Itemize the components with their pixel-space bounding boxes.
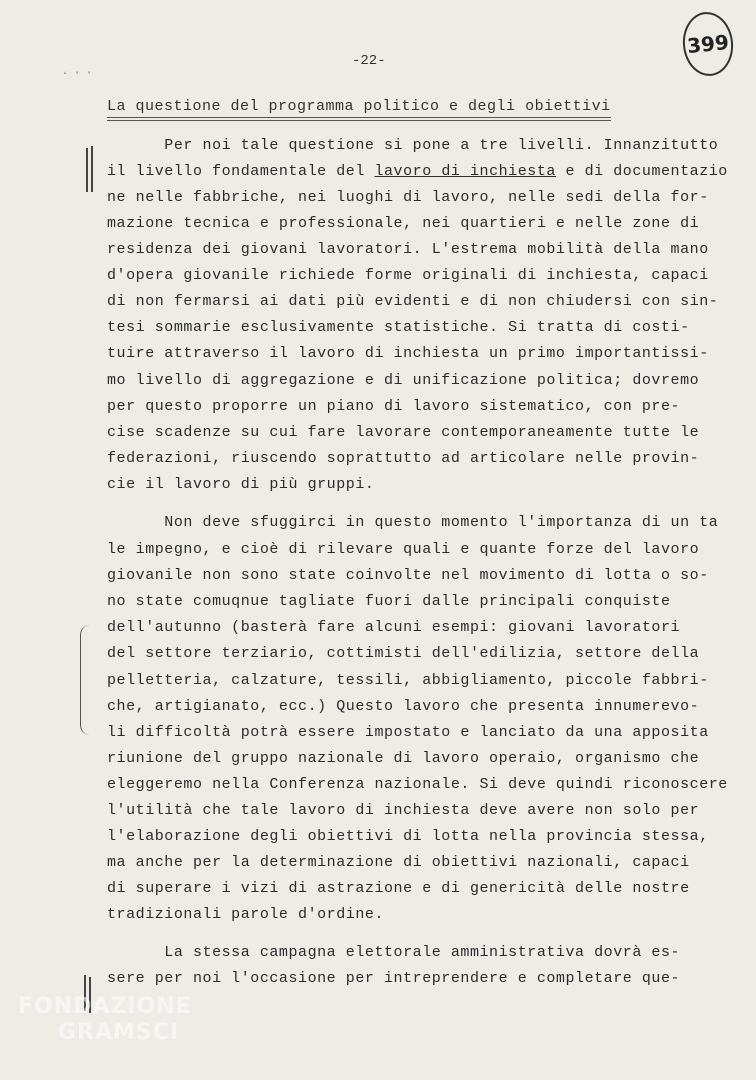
text-segment: cise scadenze su cui fare lavorare contemporaneamente tutte le	[107, 424, 700, 441]
text-line	[107, 162, 728, 182]
text-segment: dell'autunno (basterà fare alcuni esempi: giovani lavoratori	[107, 619, 681, 636]
text-line	[107, 449, 699, 469]
text-line	[107, 879, 690, 899]
text-segment: d'opera giovanile richiede forme originali di inchiesta, capaci	[107, 267, 709, 284]
text-segment: no state comuqnue tagliate fuori dalle principali conquiste	[107, 593, 671, 610]
text-line	[107, 566, 709, 586]
text-line	[107, 318, 690, 338]
text-line	[107, 943, 680, 963]
text-segment: ne nelle fabbriche, nei luoghi di lavoro, nelle sedi della for-	[107, 189, 709, 206]
text-line	[107, 240, 709, 260]
text-segment: le impegno, e cioè di rilevare quali e quante forze del lavoro	[107, 541, 700, 558]
text-segment: per questo proporre un piano di lavoro sistematico, con pre-	[107, 398, 681, 415]
margin-double-bar-left	[86, 148, 88, 192]
watermark-line-1: FONDAZIONE	[18, 994, 192, 1019]
text-line	[107, 969, 680, 989]
text-line	[107, 697, 699, 717]
text-segment: tradizionali parole d'ordine.	[107, 906, 384, 923]
margin-double-bar-right	[91, 146, 93, 192]
text-segment: federazioni, riuscendo soprattutto ad articolare nelle provin-	[107, 450, 700, 467]
text-segment: tesi sommarie esclusivamente statistiche. Si tratta di costi-	[107, 319, 690, 336]
text-line	[107, 423, 699, 443]
text-segment: li difficoltà potrà essere impostato e lanciato da una apposita	[107, 724, 709, 741]
watermark-line-2: GRAMSCI	[58, 1020, 180, 1045]
text-line	[107, 513, 718, 533]
margin-tick-marks: ʻ ʼ ʼ	[62, 72, 93, 83]
text-segment: pelletteria, calzature, tessili, abbigliamento, piccole fabbri-	[107, 672, 709, 689]
text-segment: l'elaborazione degli obiettivi di lotta nella provincia stessa,	[107, 828, 709, 845]
archive-number-stamp: 399	[680, 10, 736, 79]
text-line	[107, 188, 709, 208]
text-segment: l'utilità che tale lavoro di inchiesta deve avere non solo per	[107, 802, 700, 819]
text-line	[107, 827, 709, 847]
text-line	[107, 136, 718, 156]
text-segment: il livello fondamentale del	[107, 163, 375, 180]
text-segment: Per noi tale questione si pone a tre livelli. Innanzitutto	[107, 137, 719, 154]
text-line	[107, 618, 680, 638]
text-segment: sere per noi l'occasione per intreprendere e completare que-	[107, 970, 681, 987]
text-line	[107, 905, 384, 925]
text-segment: riunione del gruppo nazionale di lavoro operaio, organismo che	[107, 750, 700, 767]
text-line	[107, 592, 671, 612]
underlined-phrase: lavoro di inchiesta	[374, 163, 556, 180]
text-segment: Non deve sfuggirci in questo momento l'importanza di un ta	[107, 514, 719, 531]
text-segment: ma anche per la determinazione di obiettivi nazionali, capaci	[107, 854, 690, 871]
text-line	[107, 853, 690, 873]
text-segment: La stessa campagna elettorale amministrativa dovrà es-	[107, 944, 681, 961]
text-line	[107, 214, 699, 234]
text-line	[107, 371, 699, 391]
text-segment: cie il lavoro di più gruppi.	[107, 476, 375, 493]
text-line	[107, 749, 699, 769]
text-line	[107, 801, 699, 821]
text-segment: di non fermarsi ai dati più evidenti e di non chiudersi con sin-	[107, 293, 719, 310]
text-segment: del settore terziario, cottimisti dell'edilizia, settore della	[107, 645, 700, 662]
text-line	[107, 723, 709, 743]
text-segment: residenza dei giovani lavoratori. L'estrema mobilità della mano	[107, 241, 709, 258]
text-segment: di superare i vizi di astrazione e di genericità delle nostre	[107, 880, 690, 897]
text-line	[107, 266, 709, 286]
watermark	[18, 994, 198, 1046]
section-title: La questione del programma politico e degli obiettivi	[107, 98, 611, 121]
text-line	[107, 540, 699, 560]
page-number: -22-	[352, 53, 386, 69]
text-line	[107, 671, 709, 691]
text-line	[107, 644, 699, 664]
text-segment: mo livello di aggregazione e di unificazione politica; dovremo	[107, 372, 700, 389]
text-line	[107, 397, 680, 417]
text-segment: eleggeremo nella Conferenza nazionale. Si deve quindi riconoscere	[107, 776, 728, 793]
text-line	[107, 775, 728, 795]
text-segment: e di documentazio	[555, 163, 728, 180]
text-line	[107, 344, 709, 364]
text-line	[107, 292, 718, 312]
text-segment: che, artigianato, ecc.) Questo lavoro che presenta innumerevo-	[107, 698, 700, 715]
text-line	[107, 475, 374, 495]
text-segment: tuire attraverso il lavoro di inchiesta un primo importantissi-	[107, 345, 709, 362]
text-segment: giovanile non sono state coinvolte nel movimento di lotta o so-	[107, 567, 709, 584]
text-segment: mazione tecnica e professionale, nei quartieri e nelle zone di	[107, 215, 700, 232]
margin-bracket	[80, 625, 91, 735]
